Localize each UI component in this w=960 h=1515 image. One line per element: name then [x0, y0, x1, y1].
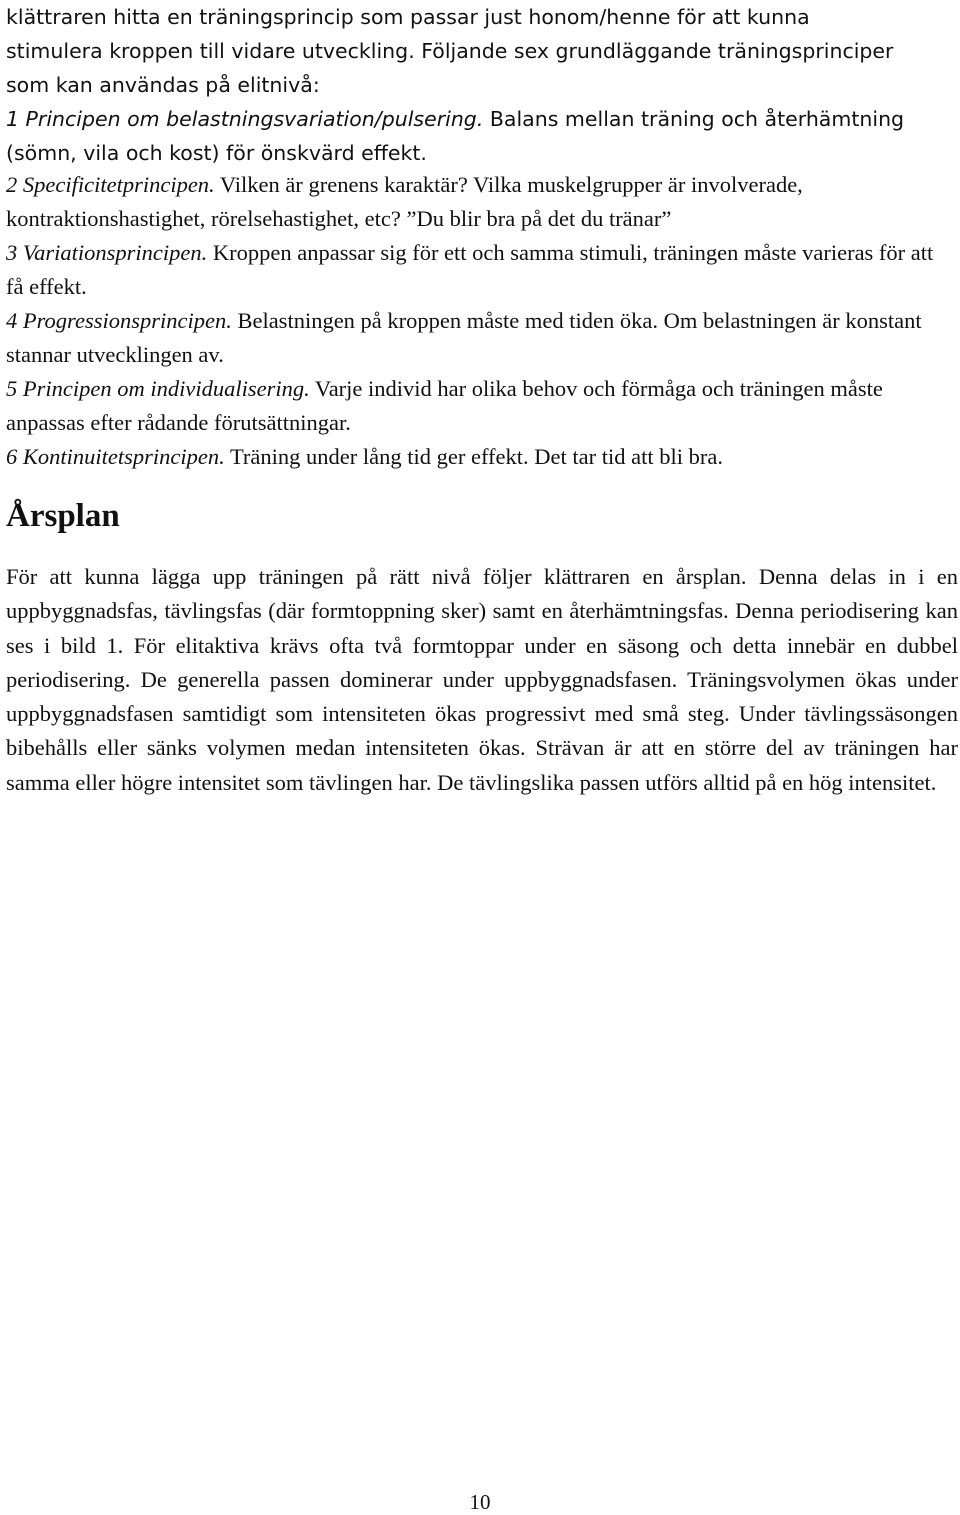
principle-1-text: Balans mellan träning och återhämtning: [483, 107, 905, 131]
section-paragraph: För att kunna lägga upp träningen på rätt nivå följer klättraren en årsplan. Denna delas in i en uppbyggnadsfas, tävlingsfas (där formtoppning sker) samt en återhämtningsfas. Denna periodisering kan ses i bild 1. För elitaktiva krävs ofta två formtoppar under en säsong och detta innebär en dubbel periodisering. De generella passen dominerar under uppbyggnadsfasen. Träningsvolymen ökas under uppbyggnadsfasen samtidigt som intensiteten ökas progressivt med små steg. Under tävlingssäsongen bibehålls eller sänks volymen medan intensiteten ökas. Strävan är att en större del av träningen har samma eller högre intensitet som tävlingen har. De tävlingslika passen utförs alltid på en hög intensitet.: [6, 564, 958, 795]
section-heading: Årsplan: [6, 498, 120, 534]
intro-line: stimulera kroppen till vidare utveckling. Följande sex grundläggande träningsprinciper: [6, 39, 894, 63]
principle-item: [6, 304, 956, 372]
principle-title: 3 Variationsprincipen.: [6, 240, 208, 265]
intro-block: [6, 0, 956, 170]
principle-1-continuation: (sömn, vila och kost) för önskvärd effekt.: [6, 141, 427, 165]
principle-title: 4 Progressionsprincipen.: [6, 308, 232, 333]
principle-1-title: 1 Principen om belastningsvariation/pulsering.: [6, 107, 484, 131]
intro-line: som kan användas på elitnivå:: [6, 73, 320, 97]
principle-text: Belastningen på kroppen måste med tiden öka. Om belastningen är konstant stannar utvecklingen av.: [6, 308, 922, 367]
principle-item: [6, 372, 956, 440]
principles-list: [6, 168, 956, 474]
principle-title: 5 Principen om individualisering.: [6, 376, 310, 401]
intro-line: klättraren hitta en träningsprincip som passar just honom/henne för att kunna: [6, 5, 810, 29]
page-number: 10: [469, 1490, 491, 1514]
principle-1: [6, 102, 956, 136]
principle-text: Kroppen anpassar sig för ett och samma stimuli, träningen måste varieras för att få effekt.: [6, 240, 934, 299]
principle-text: Vilken är grenens karaktär? Vilka muskelgrupper är involverade, kontraktionshastighet, rörelsehastighet, etc? ”Du blir bra på det du tränar”: [6, 172, 803, 231]
principle-title: 2 Specificitetprincipen.: [6, 172, 215, 197]
principle-title: 6 Kontinuitetsprincipen.: [6, 444, 225, 469]
principle-text: Varje individ har olika behov och förmåga och träningen måste anpassas efter rådande förutsättningar.: [6, 376, 883, 435]
principle-item: [6, 440, 956, 474]
principle-item: [6, 236, 956, 304]
principle-item: [6, 168, 956, 236]
principle-text: Träning under lång tid ger effekt. Det tar tid att bli bra.: [224, 444, 723, 469]
